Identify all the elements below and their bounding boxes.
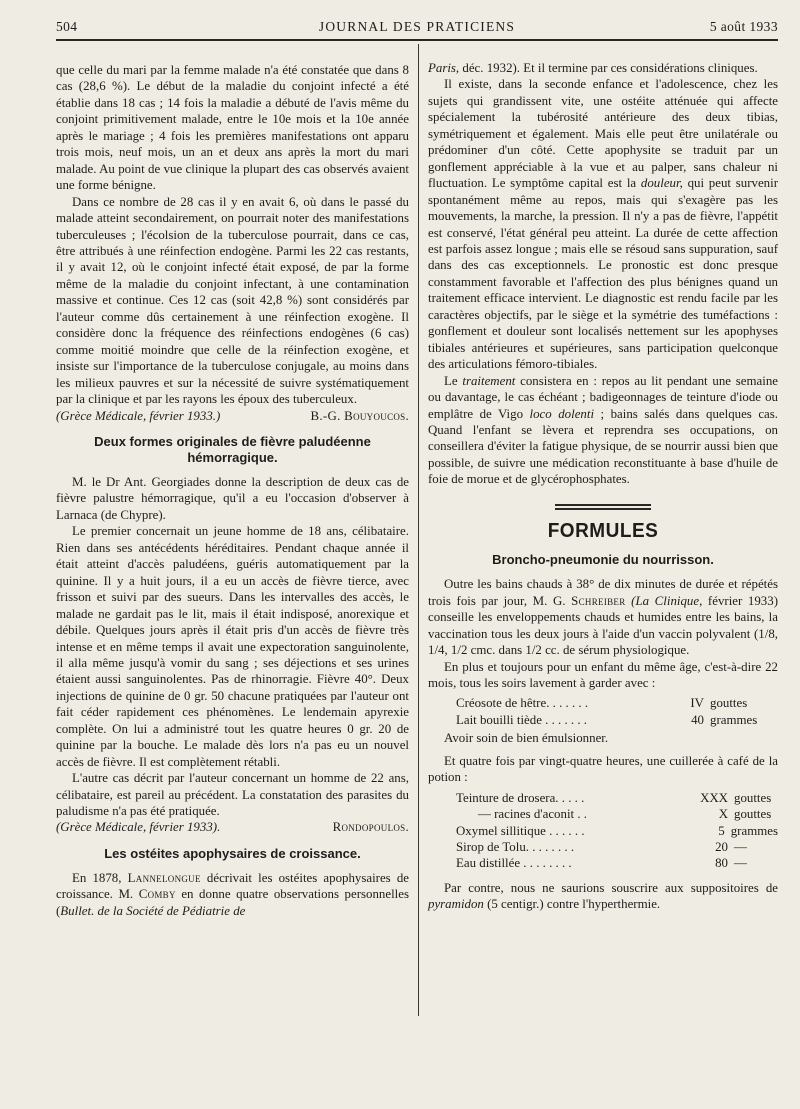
prescription-row [456,823,778,839]
ingredient-name: — racines d'aconit . . [478,807,587,822]
author-name: Lannelongue [127,870,201,885]
prescription-row [456,806,778,822]
paragraph: Et quatre fois par vingt-quatre heures, une cuillerée à café de la potion : [428,753,778,785]
text-run: déc. 1932). Et il termine par ces considérations cliniques. [459,61,758,75]
emphasis: pyramidon [428,897,484,912]
paragraph [428,373,778,488]
prescription-list [456,695,778,728]
left-column [56,62,409,919]
paragraph: L'autre cas décrit par l'auteur concernant un homme de 22 ans, célibataire, est pareil au précédent. La constatation des parasites du paludisme n'a pas été pratiquée. [56,771,409,819]
text-run: (5 centigr.) contre l'hyperthermie. [483,897,661,912]
ingredient-qty: X [718,807,728,822]
issue-date: 5 août 1933 [709,19,778,34]
article-signature [56,819,409,835]
text-run: en donne quatre observations personnelles ( [56,887,409,918]
paragraph [56,870,409,919]
ingredient-unit: — [734,840,747,855]
ingredient-qty: 5 [718,823,725,838]
emphasis: douleur, [640,176,683,191]
paragraph: Dans ce nombre de 28 cas il y en avait 6, où dans le passé du malade atteint secondairement, on pourrait noter des manifestations tuberculeuses ; l'écolsion de la tuberculose pourrait, dans ce cas, être attribués à une réinfection endogène. Parmi les 22 cas restants, il y avait 12, où le conjoint infecté était exposé, de par la forme même de la maladie du conjoint infectant, à une contamination massive et continue. Ces 12 cas (soit 42,8 %) sont considérés par l'auteur comme dûs certainement à une réinfection exogène. Il considère donc la fréquence des réinfections endogènes (6 cas) comme moitié moindre que celle de la réinfection exogène, et insiste sur l'importance de la tuberculose conjugale, au moins dans les milieux pauvres et sur la nécessité de suivre systématiquement par la clinique et par les rayons les époux des tuberculeux. [56,194,409,407]
ingredient-name: Créosote de hêtre. . . . . . . [456,696,589,711]
ingredient-qty: 80 [715,856,728,871]
text-run: Par contre, nous ne saurions souscrire aux suppositoires de [444,880,778,895]
ingredient-name: Lait bouilli tiède . . . . . . . [456,712,588,727]
journal-title: JOURNAL DES PRATICIENS [318,19,516,34]
paragraph: M. le Dr Ant. Georgiades donne la description de deux cas de fièvre palustre hémorragique, qu'il a eu l'occasion d'observer à Larnaca (de Chypre). [56,474,409,522]
right-column [428,60,778,913]
formules-heading: FORMULES [547,520,659,543]
author-name: Schreiber [571,593,626,608]
section-separator [555,504,651,510]
paragraph: que celle du mari par la femme malade n'a été constatée que dans 8 cas (28,6 %). Le début de la maladie du conjoint infecté a été établie dans 18 cas ; 14 fois la maladie a débuté de l'avis même du conjoint primitivement malade, entre le 10e mois et la 10e année après le mariage ; 4 fois les premières manifestations ont apparu trois mois, neuf mois, un an et deux ans après la mort du mari malade. Au point de vue clinique la plupart des cas observés avaient une forme bénigne. [56,63,409,193]
author-name: Rondopoulos. [332,820,409,835]
paragraph [428,576,778,658]
text-run: En 1878, [72,870,128,885]
source-citation: (Grèce Médicale, février 1933.) [56,408,221,423]
text-run: ; bains salés dans quelques cas. Quand l'enfant se lèvera et reprendra ses occupations, on conseillera d'éviter la fatigue physique, de se nourrir aussi bien que possible, de suivre une médication reconstituante à base d'huile de foie de morue et de glycérophosphates. [428,406,778,487]
page-number: 504 [56,19,78,34]
column-divider [418,44,419,1016]
ingredient-unit: grammes [710,712,758,727]
ingredient-qty: IV [690,696,704,711]
ingredient-name: Teinture de drosera. . . . . [456,790,585,805]
text-run: Il existe, dans la seconde enfance et l'adolescence, chez les sujets qui grandissent vite, une ostéite atténuée qui affecte spécialement la tubérosité antérieure des deux tibias, symétriquement et également. Mais elle peut être unilatérale ou prédominer d'un côté. Cette apophysite se traduit par un gonflement appréciable à la vue et au palper, sans chaleur ni fluctuation. Le symptôme capital est la [428,77,778,191]
prescription-note: Avoir soin de bien émulsionner. [444,731,609,746]
section-heading: Les ostéites apophysaires de croissance. [104,845,361,861]
ingredient-name: Eau distillée . . . . . . . . [456,856,572,871]
running-header [56,17,778,41]
prescription-row [456,712,778,728]
ingredient-unit: grammes [730,823,778,838]
prescription-row [456,790,778,806]
journal-reference: (La Clinique, [625,593,703,608]
ingredient-unit: gouttes [710,696,748,711]
section-heading: Deux formes originales de fièvre paludéenne hémorragique. [94,433,371,465]
text-run: Outre les bains chauds à 38° de dix minutes de durée et répétés trois fois par jour, M. G. [428,577,778,608]
ingredient-qty: 40 [691,712,704,727]
prescription-row [456,855,778,871]
paragraph: Le premier concernait un jeune homme de 18 ans, célibataire. Rien dans ses antécédents héréditaires. Pendant chaque année il était atteint d'accès paludéens, guéris automatiquement par la quinine. Il y a huit jours, il a eu un accès de fièvre tierce, avec frisson et suivi par des sueurs. Dans les intervalles des accès, le malade ne gardait pas le lit, mais il était indisposé, anorexique et débile. Quelques jours après il était pris d'un accès de fièvre très intense et en même temps il avait une expectoration sanguinolente, il alla même jusqu'à vomir du sang ; ses déjections et ses urines étaient aussi sanguinolentes. Pas de rhinorragie. Fièvre 40°. Deux injections de quinine de 0 gr. 50 chacune pratiquées par l'auteur ont fait céder rapidement ces phénomènes. Le lendemain apyrexie complète. On lui a administré tout les quatre heures 0 gr. 20 de quinine par la bouche. Le malade dès lors n'a pas eu un nouvel accès de fièvre. Il est complètement rétabli. [56,524,409,769]
text-run: février 1933) conseille les enveloppements chauds et humides entre les bains, la vaccination tous les deux jours à l'aide d'un vaccin polyvalent (1/8, 1/4, 1/2 cmc. dans 1/2 cc. de sérum physiologique. [428,593,778,658]
author-name: Comby [138,887,176,902]
source-citation: (Grèce Médicale, février 1933). [56,820,221,835]
ingredient-unit: gouttes [734,807,772,822]
paragraph: En plus et toujours pour un enfant du même âge, c'est-à-dire 22 mois, tous les soirs lavement à garder avec : [428,659,778,690]
section-heading: Broncho-pneumonie du nourrisson. [492,552,714,568]
journal-reference: Bullet. de la Société de Pédiatrie de [60,903,246,918]
text-run: consistera en : repos au lit pendant une semaine ou davantage, le cas échéant ; badigeonnages de teinture d'iode ou emplâtre de Vigo [428,373,778,421]
emphasis: traitement [462,373,516,388]
paragraph [428,60,778,76]
paragraph [428,76,778,372]
text-run: Le [444,373,463,388]
prescription-row [456,695,778,711]
ingredient-qty: XXX [700,790,728,805]
ingredient-unit: gouttes [734,790,772,805]
prescription-list [456,790,778,872]
emphasis: loco dolenti [529,406,595,421]
ingredient-qty: 20 [715,840,728,855]
text-run: qui peut survenir spontanément même au repos, mais qui s'exagère pas les mouvements, la marche, la pression. Il n'y a pas de fièvre, l'appétit est conservé, l'état général peu atteint. La durée de cette affection est parfois assez longue ; mais elle se résoud sans suppuration, sauf dans des cas exceptionnels. Le pronostic est donc presque constamment favorable et l'affection des plus bénignes quand un traitement efficace intervient. Le diagnostic est rendu facile par les caractères objectifs, par le siège et la symétrie des tuméfactions : gonflement et douleur sont localisés nettement sur les apophyses tibiales antérieures et supérieures, sans participation quelconque des articulations fémoro-tibiales. [428,176,778,372]
ingredient-name: Oxymel sillitique . . . . . . [456,823,585,838]
author-name: B.-G. Bouyoucos. [310,408,409,423]
prescription-row [456,839,778,855]
journal-reference: Paris, [428,61,460,75]
paragraph [428,880,778,913]
text-run: décrivait les ostéites apophysaires de croissance. M. [56,870,410,902]
ingredient-unit: — [734,856,747,871]
ingredient-name: Sirop de Tolu. . . . . . . . [456,840,575,855]
article-signature [56,408,409,424]
